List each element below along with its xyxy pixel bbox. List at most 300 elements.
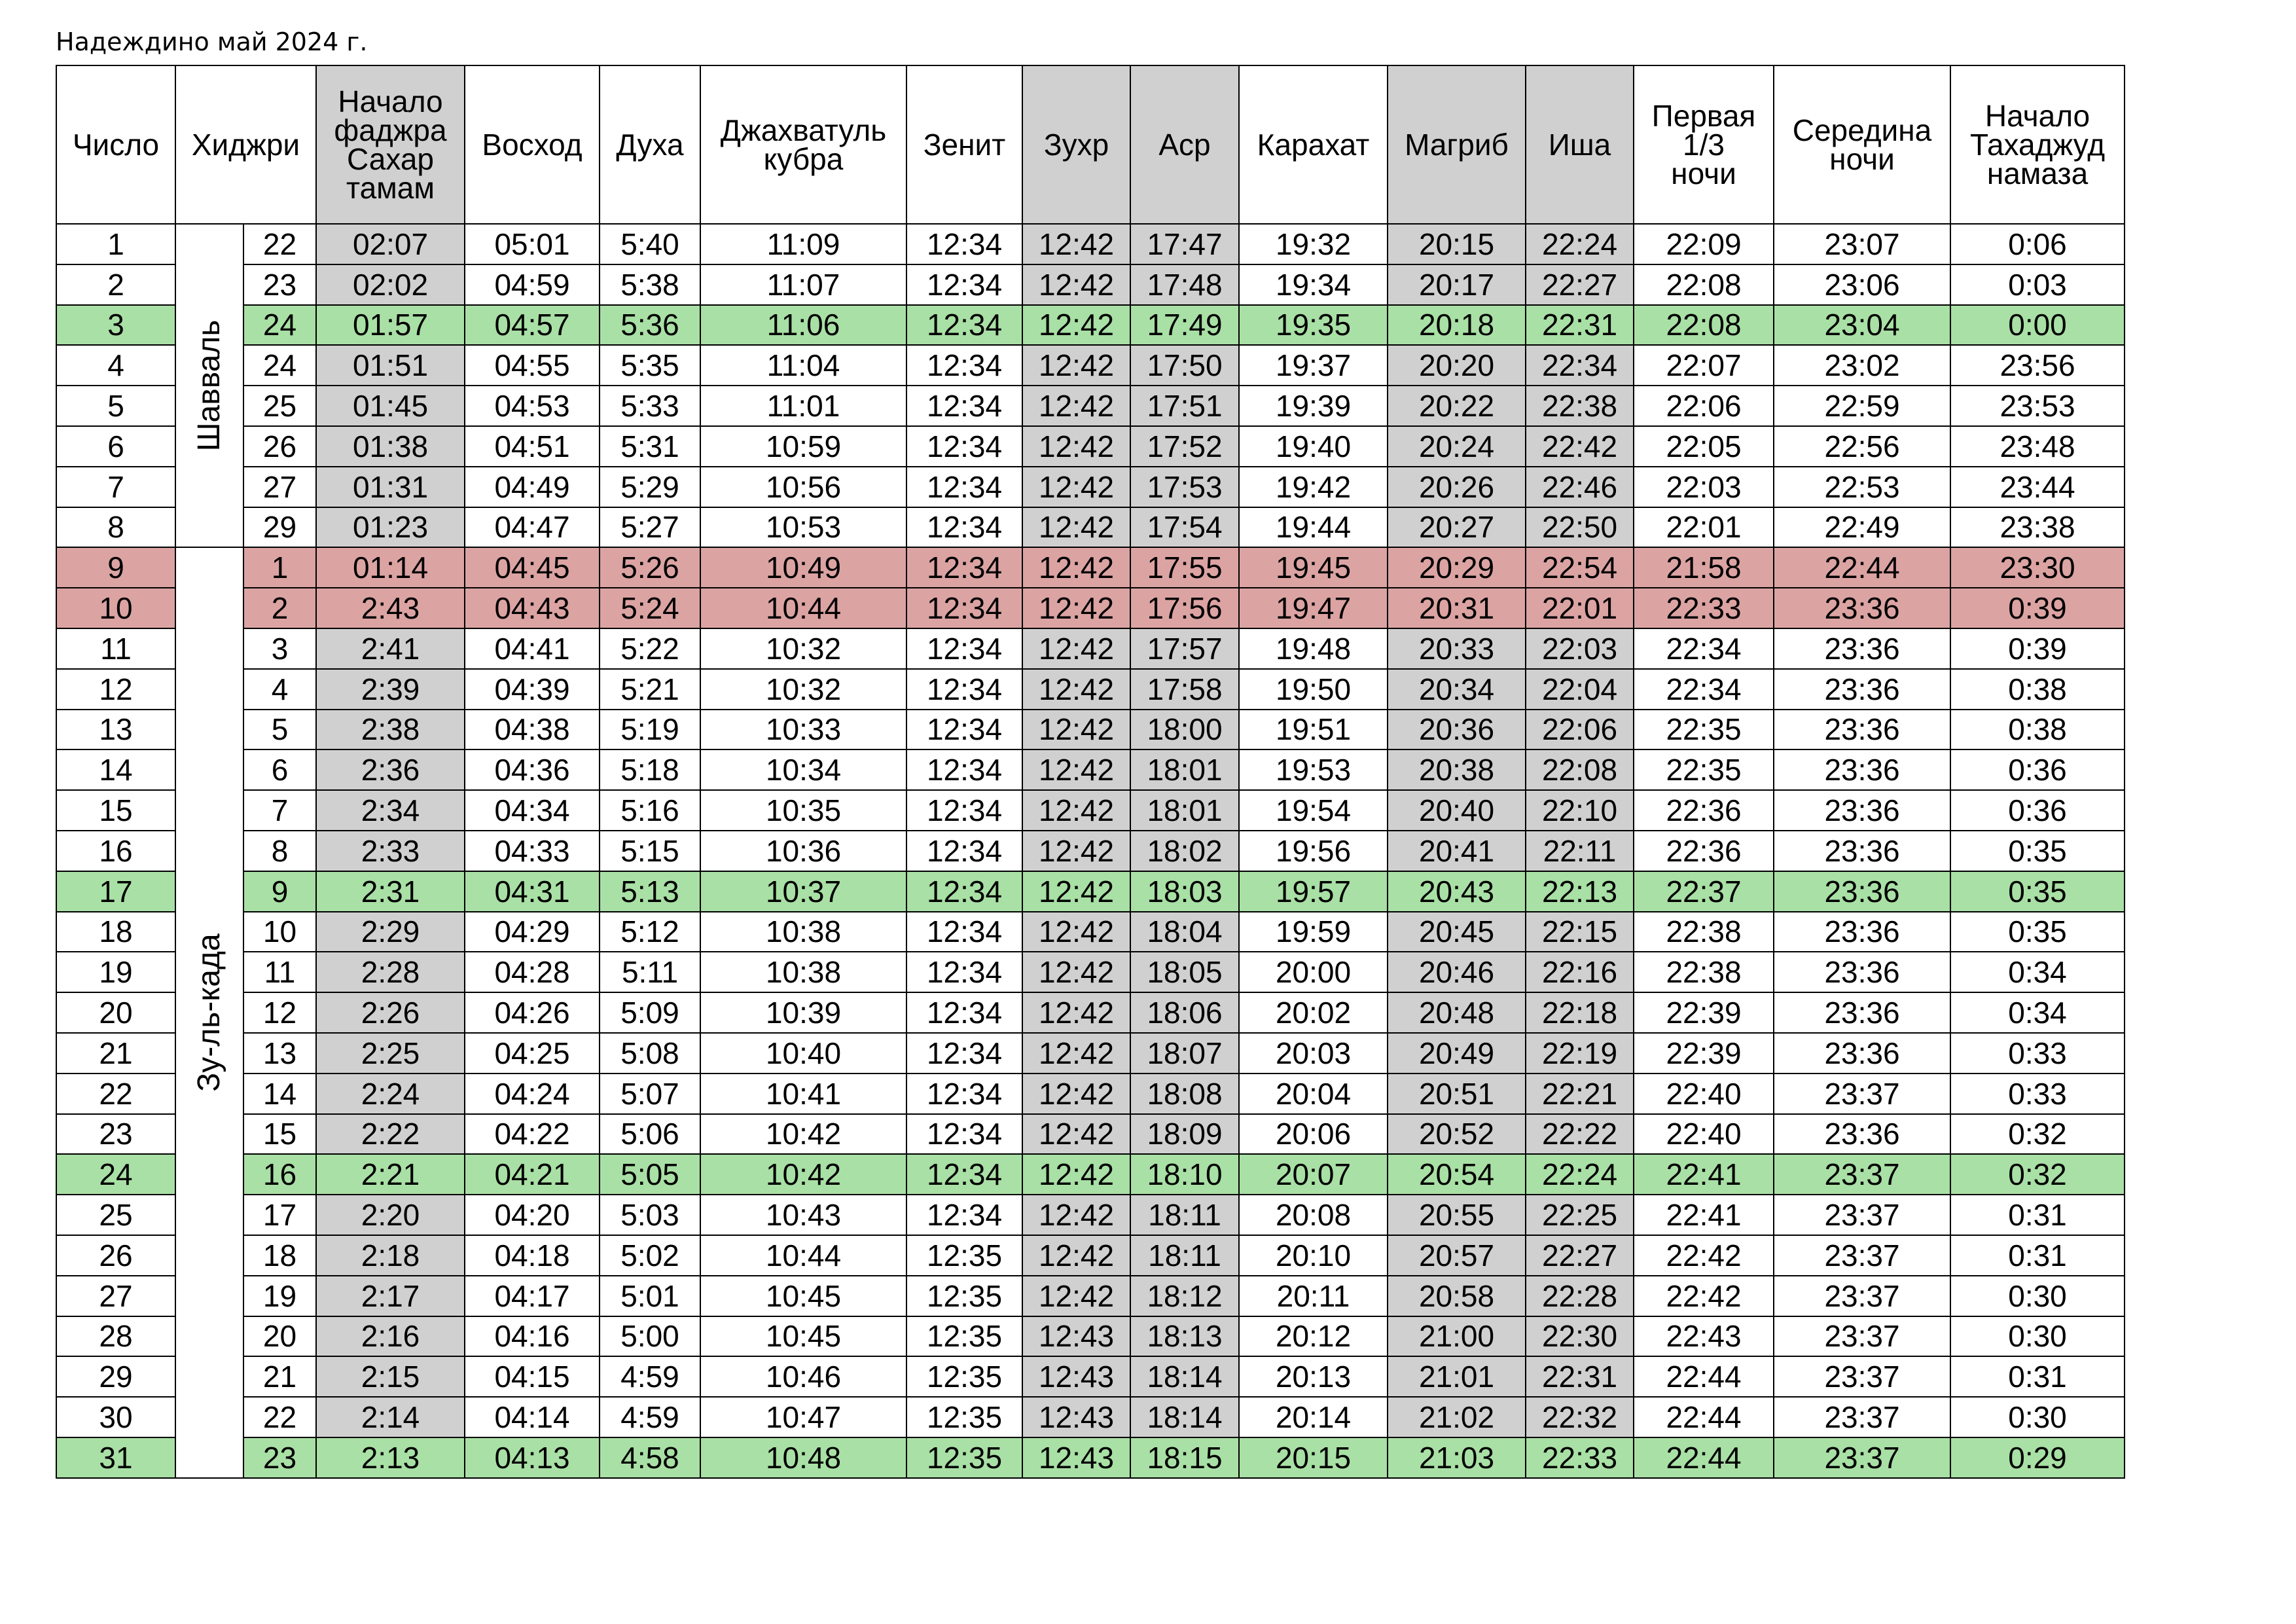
cell-maghrib: 20:22 [1388,386,1526,426]
cell-hijri-day: 23 [243,1437,316,1478]
cell-asr: 18:00 [1130,710,1239,750]
cell-kubra: 10:56 [700,467,906,507]
cell-night-third: 22:41 [1634,1154,1774,1195]
cell-duha: 5:05 [600,1154,700,1195]
cell-hijri-day: 13 [243,1033,316,1074]
cell-fajr: 2:22 [316,1114,465,1155]
cell-sunrise: 04:59 [465,264,600,305]
cell-isha: 22:28 [1526,1276,1634,1316]
cell-night-third: 22:36 [1634,790,1774,831]
cell-asr: 18:05 [1130,952,1239,992]
cell-maghrib: 20:48 [1388,992,1526,1033]
cell-sunrise: 04:45 [465,547,600,588]
cell-fajr: 2:38 [316,710,465,750]
cell-tahajjud: 0:34 [1950,952,2125,992]
cell-day: 4 [56,345,175,386]
cell-maghrib: 20:51 [1388,1074,1526,1114]
cell-night-third: 22:35 [1634,710,1774,750]
cell-asr: 17:49 [1130,305,1239,346]
cell-maghrib: 20:46 [1388,952,1526,992]
table-row [56,386,2125,426]
cell-asr: 17:57 [1130,628,1239,669]
cell-tahajjud: 0:38 [1950,710,2125,750]
cell-fajr: 2:16 [316,1316,465,1357]
cell-fajr: 2:34 [316,790,465,831]
cell-day: 20 [56,992,175,1033]
cell-kubra: 10:48 [700,1437,906,1478]
table-row [56,1397,2125,1437]
cell-maghrib: 20:40 [1388,790,1526,831]
cell-hijri-day: 16 [243,1154,316,1195]
prayer-timetable [56,65,2125,1479]
cell-maghrib: 20:55 [1388,1195,1526,1235]
cell-zenith: 12:34 [906,386,1022,426]
cell-fajr: 01:57 [316,305,465,346]
month-label [175,547,243,1477]
cell-zuhr: 12:43 [1022,1437,1130,1478]
cell-kubra: 10:53 [700,507,906,548]
cell-day: 6 [56,426,175,467]
cell-karahat: 19:44 [1239,507,1388,548]
cell-night-third: 22:08 [1634,305,1774,346]
cell-karahat: 19:40 [1239,426,1388,467]
cell-tahajjud: 0:35 [1950,912,2125,952]
cell-tahajjud: 0:03 [1950,264,2125,305]
table-row [56,345,2125,386]
header-hijri: Хиджри [175,65,316,224]
cell-night-third: 22:41 [1634,1195,1774,1235]
cell-fajr: 01:31 [316,467,465,507]
cell-midnight: 23:02 [1774,345,1950,386]
table-row [56,669,2125,710]
cell-isha: 22:54 [1526,547,1634,588]
cell-isha: 22:30 [1526,1316,1634,1357]
cell-kubra: 10:33 [700,710,906,750]
cell-isha: 22:03 [1526,628,1634,669]
cell-duha: 4:59 [600,1356,700,1397]
cell-night-third: 22:37 [1634,871,1774,912]
cell-asr: 17:58 [1130,669,1239,710]
table-row [56,224,2125,264]
cell-sunrise: 04:22 [465,1114,600,1155]
cell-fajr: 2:14 [316,1397,465,1437]
cell-maghrib: 20:36 [1388,710,1526,750]
cell-fajr: 2:33 [316,831,465,871]
cell-zuhr: 12:42 [1022,831,1130,871]
cell-isha: 22:19 [1526,1033,1634,1074]
cell-asr: 18:01 [1130,790,1239,831]
cell-hijri-day: 22 [243,224,316,264]
cell-zenith: 12:34 [906,628,1022,669]
cell-zenith: 12:34 [906,749,1022,790]
cell-sunrise: 04:34 [465,790,600,831]
cell-maghrib: 20:26 [1388,467,1526,507]
cell-hijri-day: 6 [243,749,316,790]
cell-hijri-day: 19 [243,1276,316,1316]
cell-duha: 5:36 [600,305,700,346]
cell-duha: 5:11 [600,952,700,992]
cell-isha: 22:46 [1526,467,1634,507]
cell-karahat: 20:12 [1239,1316,1388,1357]
cell-zenith: 12:34 [906,1195,1022,1235]
cell-zuhr: 12:42 [1022,1154,1130,1195]
table-row [56,1195,2125,1235]
cell-kubra: 10:38 [700,912,906,952]
cell-hijri-day: 27 [243,467,316,507]
cell-day: 8 [56,507,175,548]
cell-midnight: 22:44 [1774,547,1950,588]
cell-midnight: 22:59 [1774,386,1950,426]
cell-maghrib: 20:52 [1388,1114,1526,1155]
month-name: Зу-ль-када [192,933,226,1092]
cell-kubra: 10:59 [700,426,906,467]
cell-night-third: 22:03 [1634,467,1774,507]
cell-karahat: 20:07 [1239,1154,1388,1195]
cell-fajr: 01:14 [316,547,465,588]
cell-isha: 22:33 [1526,1437,1634,1478]
cell-zuhr: 12:43 [1022,1356,1130,1397]
table-row [56,628,2125,669]
cell-hijri-day: 7 [243,790,316,831]
cell-zuhr: 12:42 [1022,264,1130,305]
cell-isha: 22:10 [1526,790,1634,831]
cell-midnight: 23:36 [1774,1114,1950,1155]
cell-sunrise: 04:53 [465,386,600,426]
cell-asr: 18:15 [1130,1437,1239,1478]
cell-fajr: 2:36 [316,749,465,790]
cell-midnight: 23:06 [1774,264,1950,305]
cell-tahajjud: 0:00 [1950,305,2125,346]
cell-night-third: 22:33 [1634,588,1774,628]
cell-zuhr: 12:42 [1022,871,1130,912]
cell-kubra: 10:42 [700,1114,906,1155]
cell-maghrib: 20:31 [1388,588,1526,628]
cell-day: 27 [56,1276,175,1316]
cell-hijri-day: 2 [243,588,316,628]
cell-kubra: 11:01 [700,386,906,426]
cell-tahajjud: 0:31 [1950,1195,2125,1235]
header-tahajjud: Начало Тахаджуд намаза [1950,65,2125,224]
cell-duha: 5:13 [600,871,700,912]
month-name: Шавваль [192,319,226,452]
cell-zuhr: 12:42 [1022,305,1130,346]
table-row [56,507,2125,548]
cell-isha: 22:24 [1526,224,1634,264]
cell-day: 16 [56,831,175,871]
cell-hijri-day: 26 [243,426,316,467]
cell-karahat: 19:51 [1239,710,1388,750]
cell-isha: 22:22 [1526,1114,1634,1155]
cell-duha: 5:00 [600,1316,700,1357]
cell-sunrise: 04:14 [465,1397,600,1437]
cell-fajr: 2:41 [316,628,465,669]
cell-zuhr: 12:42 [1022,1114,1130,1155]
cell-zuhr: 12:42 [1022,790,1130,831]
table-row [56,1276,2125,1316]
cell-day: 5 [56,386,175,426]
cell-duha: 5:31 [600,426,700,467]
cell-asr: 17:51 [1130,386,1239,426]
cell-duha: 5:24 [600,588,700,628]
cell-duha: 5:40 [600,224,700,264]
cell-fajr: 2:29 [316,912,465,952]
cell-tahajjud: 0:35 [1950,871,2125,912]
cell-zenith: 12:34 [906,547,1022,588]
cell-maghrib: 20:15 [1388,224,1526,264]
cell-isha: 22:24 [1526,1154,1634,1195]
cell-tahajjud: 23:48 [1950,426,2125,467]
cell-asr: 17:50 [1130,345,1239,386]
table-row [56,264,2125,305]
cell-isha: 22:32 [1526,1397,1634,1437]
cell-zenith: 12:34 [906,467,1022,507]
cell-asr: 18:11 [1130,1235,1239,1276]
cell-karahat: 19:50 [1239,669,1388,710]
cell-zuhr: 12:42 [1022,345,1130,386]
cell-hijri-day: 9 [243,871,316,912]
cell-night-third: 22:44 [1634,1356,1774,1397]
header-zenith: Зенит [906,65,1022,224]
table-row [56,1316,2125,1357]
cell-karahat: 19:48 [1239,628,1388,669]
cell-midnight: 23:36 [1774,710,1950,750]
cell-sunrise: 04:47 [465,507,600,548]
cell-fajr: 01:38 [316,426,465,467]
table-row [56,790,2125,831]
table-row [56,1235,2125,1276]
cell-duha: 5:22 [600,628,700,669]
cell-day: 25 [56,1195,175,1235]
cell-midnight: 23:37 [1774,1235,1950,1276]
cell-tahajjud: 0:39 [1950,588,2125,628]
cell-night-third: 22:42 [1634,1235,1774,1276]
cell-duha: 5:07 [600,1074,700,1114]
cell-midnight: 23:36 [1774,588,1950,628]
cell-karahat: 19:42 [1239,467,1388,507]
cell-tahajjud: 23:30 [1950,547,2125,588]
cell-fajr: 01:45 [316,386,465,426]
cell-sunrise: 04:57 [465,305,600,346]
cell-asr: 17:48 [1130,264,1239,305]
cell-isha: 22:18 [1526,992,1634,1033]
cell-midnight: 23:37 [1774,1437,1950,1478]
header-kubra: Джахватуль кубра [700,65,906,224]
cell-isha: 22:31 [1526,1356,1634,1397]
cell-zuhr: 12:42 [1022,426,1130,467]
timetable-body [56,224,2125,1478]
cell-tahajjud: 0:36 [1950,749,2125,790]
table-row [56,871,2125,912]
cell-day: 29 [56,1356,175,1397]
cell-zenith: 12:34 [906,992,1022,1033]
cell-night-third: 22:34 [1634,628,1774,669]
cell-zenith: 12:34 [906,507,1022,548]
cell-midnight: 23:07 [1774,224,1950,264]
cell-sunrise: 04:33 [465,831,600,871]
cell-karahat: 20:06 [1239,1114,1388,1155]
cell-duha: 5:33 [600,386,700,426]
cell-day: 14 [56,749,175,790]
cell-midnight: 22:53 [1774,467,1950,507]
cell-fajr: 2:20 [316,1195,465,1235]
cell-karahat: 20:14 [1239,1397,1388,1437]
cell-kubra: 10:38 [700,952,906,992]
cell-day: 17 [56,871,175,912]
table-row [56,952,2125,992]
cell-duha: 5:06 [600,1114,700,1155]
cell-night-third: 22:44 [1634,1437,1774,1478]
cell-tahajjud: 23:53 [1950,386,2125,426]
cell-maghrib: 20:38 [1388,749,1526,790]
header-maghrib: Магриб [1388,65,1526,224]
cell-hijri-day: 1 [243,547,316,588]
cell-night-third: 22:39 [1634,1033,1774,1074]
cell-day: 3 [56,305,175,346]
cell-midnight: 23:37 [1774,1316,1950,1357]
cell-midnight: 23:37 [1774,1154,1950,1195]
table-row [56,710,2125,750]
cell-midnight: 23:36 [1774,669,1950,710]
cell-kubra: 10:37 [700,871,906,912]
cell-asr: 18:10 [1130,1154,1239,1195]
cell-hijri-day: 11 [243,952,316,992]
cell-sunrise: 04:18 [465,1235,600,1276]
cell-day: 11 [56,628,175,669]
cell-maghrib: 20:20 [1388,345,1526,386]
cell-karahat: 19:56 [1239,831,1388,871]
cell-asr: 18:03 [1130,871,1239,912]
table-row [56,1437,2125,1478]
cell-night-third: 22:08 [1634,264,1774,305]
cell-fajr: 2:13 [316,1437,465,1478]
cell-kubra: 10:40 [700,1033,906,1074]
cell-zenith: 12:34 [906,871,1022,912]
cell-midnight: 23:36 [1774,1033,1950,1074]
cell-isha: 22:01 [1526,588,1634,628]
cell-sunrise: 04:41 [465,628,600,669]
cell-sunrise: 04:39 [465,669,600,710]
page-title: Надеждино май 2024 г. [56,27,368,56]
cell-fajr: 2:26 [316,992,465,1033]
cell-day: 22 [56,1074,175,1114]
table-row [56,1074,2125,1114]
cell-midnight: 23:36 [1774,790,1950,831]
cell-karahat: 19:39 [1239,386,1388,426]
cell-tahajjud: 0:34 [1950,992,2125,1033]
cell-maghrib: 20:43 [1388,871,1526,912]
cell-night-third: 22:35 [1634,749,1774,790]
cell-kubra: 10:49 [700,547,906,588]
cell-asr: 17:47 [1130,224,1239,264]
cell-tahajjud: 23:38 [1950,507,2125,548]
cell-isha: 22:38 [1526,386,1634,426]
cell-asr: 18:07 [1130,1033,1239,1074]
cell-zuhr: 12:42 [1022,507,1130,548]
cell-day: 28 [56,1316,175,1357]
table-row [56,1114,2125,1155]
cell-karahat: 19:45 [1239,547,1388,588]
cell-zuhr: 12:42 [1022,467,1130,507]
cell-zuhr: 12:42 [1022,1235,1130,1276]
cell-tahajjud: 0:30 [1950,1316,2125,1357]
cell-maghrib: 20:58 [1388,1276,1526,1316]
cell-midnight: 23:37 [1774,1356,1950,1397]
cell-asr: 17:54 [1130,507,1239,548]
cell-zuhr: 12:42 [1022,992,1130,1033]
cell-hijri-day: 18 [243,1235,316,1276]
cell-zenith: 12:35 [906,1437,1022,1478]
cell-kubra: 10:42 [700,1154,906,1195]
cell-zenith: 12:34 [906,1033,1022,1074]
cell-midnight: 23:37 [1774,1074,1950,1114]
cell-zenith: 12:34 [906,952,1022,992]
cell-hijri-day: 14 [243,1074,316,1114]
cell-sunrise: 04:43 [465,588,600,628]
cell-duha: 5:21 [600,669,700,710]
cell-sunrise: 04:21 [465,1154,600,1195]
cell-fajr: 2:39 [316,669,465,710]
cell-karahat: 20:11 [1239,1276,1388,1316]
cell-night-third: 22:38 [1634,952,1774,992]
cell-sunrise: 05:01 [465,224,600,264]
cell-day: 9 [56,547,175,588]
month-label [175,224,243,547]
cell-hijri-day: 21 [243,1356,316,1397]
cell-asr: 18:08 [1130,1074,1239,1114]
cell-asr: 18:02 [1130,831,1239,871]
header-sunrise: Восход [465,65,600,224]
cell-day: 1 [56,224,175,264]
cell-day: 23 [56,1114,175,1155]
cell-tahajjud: 0:29 [1950,1437,2125,1478]
cell-zenith: 12:34 [906,710,1022,750]
cell-zenith: 12:35 [906,1316,1022,1357]
cell-zuhr: 12:42 [1022,912,1130,952]
cell-night-third: 22:38 [1634,912,1774,952]
cell-fajr: 2:24 [316,1074,465,1114]
header-asr: Аср [1130,65,1239,224]
header-day: Число [56,65,175,224]
cell-zenith: 12:34 [906,426,1022,467]
cell-night-third: 22:39 [1634,992,1774,1033]
cell-duha: 5:08 [600,1033,700,1074]
cell-kubra: 11:06 [700,305,906,346]
cell-kubra: 10:43 [700,1195,906,1235]
cell-duha: 5:18 [600,749,700,790]
cell-zuhr: 12:42 [1022,224,1130,264]
cell-hijri-day: 20 [243,1316,316,1357]
cell-zenith: 12:34 [906,345,1022,386]
header-midnight: Середина ночи [1774,65,1950,224]
cell-night-third: 22:40 [1634,1074,1774,1114]
cell-zenith: 12:34 [906,1074,1022,1114]
cell-midnight: 23:36 [1774,992,1950,1033]
cell-fajr: 2:28 [316,952,465,992]
cell-zuhr: 12:42 [1022,1195,1130,1235]
cell-karahat: 19:34 [1239,264,1388,305]
cell-kubra: 10:44 [700,588,906,628]
cell-zenith: 12:34 [906,224,1022,264]
cell-kubra: 10:34 [700,749,906,790]
cell-kubra: 11:09 [700,224,906,264]
cell-midnight: 23:36 [1774,952,1950,992]
cell-day: 13 [56,710,175,750]
cell-zuhr: 12:42 [1022,749,1130,790]
cell-kubra: 10:36 [700,831,906,871]
cell-kubra: 11:04 [700,345,906,386]
cell-day: 26 [56,1235,175,1276]
cell-isha: 22:16 [1526,952,1634,992]
